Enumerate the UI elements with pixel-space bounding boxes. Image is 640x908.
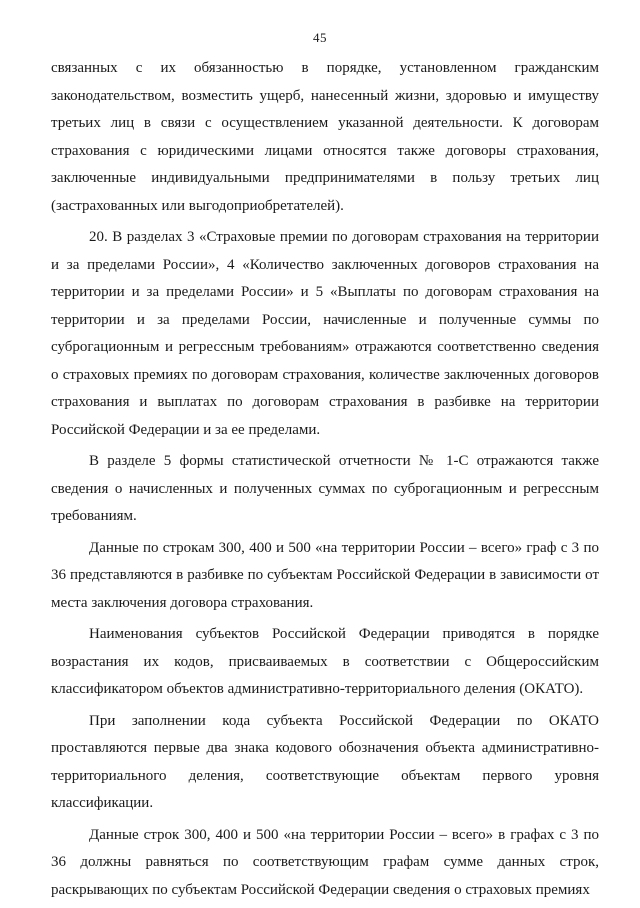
paragraph-rows-sum: Данные строк 300, 400 и 500 «на территории России – всего» в графах с 3 по 36 должны равняться по соответствующим графам сумме данных строк, раскрывающих по субъектам Российской Федерации сведения о страховых премиях	[51, 826, 599, 898]
paragraph-subject-names: Наименования субъектов Российской Федерации приводятся в порядке возрастания их кодов, присваиваемых в соответствии с Общероссийским классификатором объектов административно-территориального деления (ОКАТО).	[51, 626, 599, 697]
paragraph-okato-code: При заполнении кода субъекта Российской Федерации по ОКАТО проставляются первые два знака кодового обозначения объекта административно-территориального деления, соответствующие объектам первого уровня классификации.	[51, 712, 599, 811]
paragraph-continuation: связанных с их обязанностью в порядке, установленном гражданским законодательством, возместить ущерб, нанесенный жизни, здоровью и имуществу третьих лиц в связи с осуществлением указанной деятельности. К договорам страхования с юридическими лицами относятся также договоры страхования, заключенные индивидуальными предпринимателями в пользу третьих лиц (застрахованных или выгодоприобретателей).	[51, 60, 599, 214]
paragraph-item-20: 20. В разделах 3 «Страховые премии по договорам страхования на территории и за пределами России», 4 «Количество заключенных договоров страхования на территории и за пределами России» и 5 «Выплаты по договорам страхования на территории и за пределами России, начисленные и полученные суммы по суброгационным и регрессным требованиям» отражаются соответственно сведения о страховых премиях по договорам страхования, количестве заключенных договоров страхования и выплатах по договорам страхования в разбивке на территории Российской Федерации и за ее пределами.	[51, 229, 599, 438]
page-number: 45	[313, 30, 327, 45]
paragraph-rows-breakdown: Данные по строкам 300, 400 и 500 «на территории России – всего» граф с 3 по 36 представляются в разбивке по субъектам Российской Федерации в зависимости от места заключения договора страхования.	[51, 539, 599, 611]
paragraph-section-5: В разделе 5 формы статистической отчетности № 1-С отражаются также сведения о начисленных и полученных суммах по суброгационным и регрессным требованиям.	[51, 453, 599, 524]
document-body	[51, 55, 599, 908]
